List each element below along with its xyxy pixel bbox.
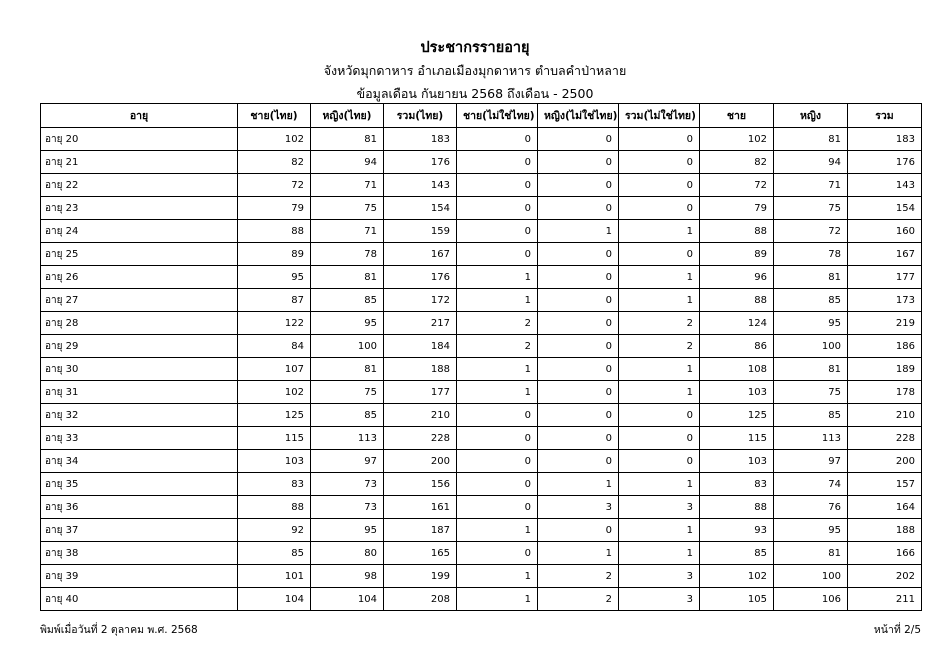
value-cell: 210 [848,404,922,427]
report-location: จังหวัดมุกดาหาร อำเภอเมืองมุกดาหาร ตำบลคำป่าหลาย [323,63,627,78]
value-cell: 71 [311,220,384,243]
value-cell: 102 [700,128,774,151]
value-cell: 183 [848,128,922,151]
value-cell: 183 [384,128,457,151]
value-cell: 83 [700,473,774,496]
age-cell: อายุ 20 [41,128,238,151]
value-cell: 1 [457,588,538,611]
value-cell: 96 [700,266,774,289]
value-cell: 104 [238,588,311,611]
value-cell: 3 [538,496,619,519]
value-cell: 1 [619,358,700,381]
value-cell: 2 [619,335,700,358]
value-cell: 0 [538,404,619,427]
value-cell: 97 [311,450,384,473]
header-row [41,104,922,128]
value-cell: 1 [538,542,619,565]
value-cell: 113 [774,427,848,450]
value-cell: 75 [774,197,848,220]
value-cell: 3 [619,496,700,519]
report-period: ข้อมูลเดือน กันยายน 2568 ถึงเดือน - 2500 [356,86,594,101]
table-body [41,128,922,611]
age-cell: อายุ 24 [41,220,238,243]
age-cell: อายุ 31 [41,381,238,404]
column-header: ชาย(ไทย) [238,104,311,128]
value-cell: 74 [774,473,848,496]
value-cell: 101 [238,565,311,588]
age-cell: อายุ 30 [41,358,238,381]
value-cell: 92 [238,519,311,542]
value-cell: 211 [848,588,922,611]
value-cell: 0 [538,450,619,473]
value-cell: 85 [774,289,848,312]
table-row [41,151,922,174]
value-cell: 2 [457,312,538,335]
value-cell: 0 [457,197,538,220]
value-cell: 1 [457,358,538,381]
value-cell: 103 [700,450,774,473]
value-cell: 75 [774,381,848,404]
value-cell: 0 [457,427,538,450]
value-cell: 0 [538,243,619,266]
value-cell: 0 [457,542,538,565]
value-cell: 167 [848,243,922,266]
column-header: รวม(ไม่ใช่ไทย) [619,104,700,128]
value-cell: 0 [538,128,619,151]
value-cell: 210 [384,404,457,427]
value-cell: 1 [457,381,538,404]
table-row [41,565,922,588]
table-row [41,335,922,358]
value-cell: 0 [538,151,619,174]
age-cell: อายุ 23 [41,197,238,220]
value-cell: 219 [848,312,922,335]
value-cell: 154 [384,197,457,220]
table-row [41,220,922,243]
value-cell: 176 [848,151,922,174]
value-cell: 1 [619,381,700,404]
age-cell: อายุ 28 [41,312,238,335]
value-cell: 0 [538,358,619,381]
value-cell: 200 [384,450,457,473]
value-cell: 93 [700,519,774,542]
value-cell: 0 [619,427,700,450]
value-cell: 73 [311,473,384,496]
value-cell: 186 [848,335,922,358]
value-cell: 88 [700,496,774,519]
value-cell: 217 [384,312,457,335]
value-cell: 0 [457,404,538,427]
value-cell: 72 [238,174,311,197]
population-table [40,103,922,611]
value-cell: 83 [238,473,311,496]
value-cell: 0 [619,197,700,220]
value-cell: 156 [384,473,457,496]
value-cell: 104 [311,588,384,611]
value-cell: 0 [538,266,619,289]
value-cell: 102 [700,565,774,588]
value-cell: 107 [238,358,311,381]
table-row [41,496,922,519]
value-cell: 0 [538,312,619,335]
value-cell: 125 [700,404,774,427]
value-cell: 157 [848,473,922,496]
value-cell: 1 [619,220,700,243]
value-cell: 80 [311,542,384,565]
value-cell: 79 [700,197,774,220]
value-cell: 85 [311,289,384,312]
value-cell: 1 [457,519,538,542]
value-cell: 0 [619,450,700,473]
value-cell: 82 [238,151,311,174]
value-cell: 177 [848,266,922,289]
value-cell: 78 [311,243,384,266]
value-cell: 0 [538,174,619,197]
age-cell: อายุ 25 [41,243,238,266]
value-cell: 188 [384,358,457,381]
value-cell: 103 [238,450,311,473]
column-header: หญิง(ไทย) [311,104,384,128]
value-cell: 115 [700,427,774,450]
value-cell: 84 [238,335,311,358]
value-cell: 81 [311,128,384,151]
age-cell: อายุ 38 [41,542,238,565]
value-cell: 95 [774,519,848,542]
value-cell: 0 [538,197,619,220]
table-row [41,542,922,565]
value-cell: 159 [384,220,457,243]
value-cell: 0 [619,174,700,197]
table-row [41,289,922,312]
age-cell: อายุ 32 [41,404,238,427]
value-cell: 105 [700,588,774,611]
value-cell: 89 [238,243,311,266]
value-cell: 0 [457,473,538,496]
value-cell: 71 [774,174,848,197]
value-cell: 124 [700,312,774,335]
value-cell: 75 [311,381,384,404]
table-row [41,381,922,404]
value-cell: 0 [457,496,538,519]
value-cell: 208 [384,588,457,611]
value-cell: 89 [700,243,774,266]
page-number: หน้าที่ 2/5 [873,624,921,636]
value-cell: 2 [538,588,619,611]
print-date: พิมพ์เมื่อวันที่ 2 ตุลาคม พ.ศ. 2568 [40,624,198,636]
value-cell: 154 [848,197,922,220]
value-cell: 85 [238,542,311,565]
value-cell: 164 [848,496,922,519]
value-cell: 95 [238,266,311,289]
column-header: รวม [848,104,922,128]
value-cell: 189 [848,358,922,381]
value-cell: 86 [700,335,774,358]
column-header: หญิง(ไม่ใช่ไทย) [538,104,619,128]
value-cell: 173 [848,289,922,312]
value-cell: 0 [619,128,700,151]
value-cell: 3 [619,588,700,611]
age-cell: อายุ 33 [41,427,238,450]
table-row [41,473,922,496]
value-cell: 95 [774,312,848,335]
value-cell: 172 [384,289,457,312]
value-cell: 1 [619,519,700,542]
value-cell: 1 [457,565,538,588]
value-cell: 0 [457,174,538,197]
value-cell: 81 [311,266,384,289]
value-cell: 167 [384,243,457,266]
value-cell: 82 [700,151,774,174]
table-row [41,358,922,381]
value-cell: 85 [774,404,848,427]
table-row [41,174,922,197]
value-cell: 78 [774,243,848,266]
value-cell: 0 [538,519,619,542]
value-cell: 0 [457,450,538,473]
value-cell: 2 [457,335,538,358]
value-cell: 187 [384,519,457,542]
age-cell: อายุ 40 [41,588,238,611]
table-row [41,128,922,151]
value-cell: 87 [238,289,311,312]
age-cell: อายุ 29 [41,335,238,358]
value-cell: 88 [700,220,774,243]
value-cell: 88 [238,220,311,243]
value-cell: 102 [238,128,311,151]
value-cell: 176 [384,151,457,174]
value-cell: 166 [848,542,922,565]
value-cell: 81 [774,542,848,565]
value-cell: 75 [311,197,384,220]
column-header: ชาย [700,104,774,128]
age-cell: อายุ 36 [41,496,238,519]
age-cell: อายุ 35 [41,473,238,496]
value-cell: 72 [700,174,774,197]
value-cell: 1 [619,289,700,312]
value-cell: 81 [774,266,848,289]
value-cell: 108 [700,358,774,381]
table-row [41,404,922,427]
table-row [41,588,922,611]
value-cell: 76 [774,496,848,519]
column-header: อายุ [41,104,238,128]
age-cell: อายุ 27 [41,289,238,312]
value-cell: 0 [457,220,538,243]
value-cell: 161 [384,496,457,519]
age-cell: อายุ 26 [41,266,238,289]
value-cell: 79 [238,197,311,220]
column-header: หญิง [774,104,848,128]
value-cell: 100 [311,335,384,358]
value-cell: 188 [848,519,922,542]
value-cell: 1 [619,266,700,289]
table-row [41,312,922,335]
value-cell: 184 [384,335,457,358]
age-cell: อายุ 39 [41,565,238,588]
value-cell: 228 [384,427,457,450]
value-cell: 122 [238,312,311,335]
value-cell: 0 [619,243,700,266]
column-header: รวม(ไทย) [384,104,457,128]
value-cell: 1 [619,473,700,496]
value-cell: 88 [700,289,774,312]
value-cell: 165 [384,542,457,565]
value-cell: 98 [311,565,384,588]
value-cell: 199 [384,565,457,588]
value-cell: 177 [384,381,457,404]
value-cell: 72 [774,220,848,243]
value-cell: 1 [619,542,700,565]
value-cell: 113 [311,427,384,450]
report-title: ประชากรรายอายุ [420,40,530,56]
value-cell: 88 [238,496,311,519]
value-cell: 0 [619,404,700,427]
table-row [41,427,922,450]
value-cell: 0 [538,381,619,404]
value-cell: 0 [457,151,538,174]
age-cell: อายุ 34 [41,450,238,473]
value-cell: 143 [848,174,922,197]
value-cell: 95 [311,312,384,335]
table-row [41,450,922,473]
value-cell: 85 [700,542,774,565]
value-cell: 125 [238,404,311,427]
value-cell: 228 [848,427,922,450]
value-cell: 160 [848,220,922,243]
value-cell: 176 [384,266,457,289]
value-cell: 1 [457,266,538,289]
table-row [41,197,922,220]
value-cell: 102 [238,381,311,404]
table-row [41,266,922,289]
value-cell: 71 [311,174,384,197]
value-cell: 94 [311,151,384,174]
value-cell: 2 [538,565,619,588]
value-cell: 2 [619,312,700,335]
table-row [41,243,922,266]
value-cell: 0 [457,243,538,266]
age-cell: อายุ 22 [41,174,238,197]
value-cell: 0 [457,128,538,151]
value-cell: 0 [619,151,700,174]
value-cell: 81 [774,128,848,151]
value-cell: 103 [700,381,774,404]
value-cell: 0 [538,335,619,358]
column-header: ชาย(ไม่ใช่ไทย) [457,104,538,128]
value-cell: 81 [311,358,384,381]
value-cell: 100 [774,335,848,358]
value-cell: 1 [457,289,538,312]
value-cell: 115 [238,427,311,450]
value-cell: 143 [384,174,457,197]
value-cell: 3 [619,565,700,588]
value-cell: 73 [311,496,384,519]
value-cell: 1 [538,220,619,243]
table-row [41,519,922,542]
value-cell: 95 [311,519,384,542]
value-cell: 85 [311,404,384,427]
value-cell: 1 [538,473,619,496]
value-cell: 81 [774,358,848,381]
value-cell: 200 [848,450,922,473]
value-cell: 94 [774,151,848,174]
value-cell: 100 [774,565,848,588]
value-cell: 202 [848,565,922,588]
age-cell: อายุ 21 [41,151,238,174]
value-cell: 0 [538,427,619,450]
value-cell: 97 [774,450,848,473]
value-cell: 0 [538,289,619,312]
value-cell: 178 [848,381,922,404]
age-cell: อายุ 37 [41,519,238,542]
value-cell: 106 [774,588,848,611]
